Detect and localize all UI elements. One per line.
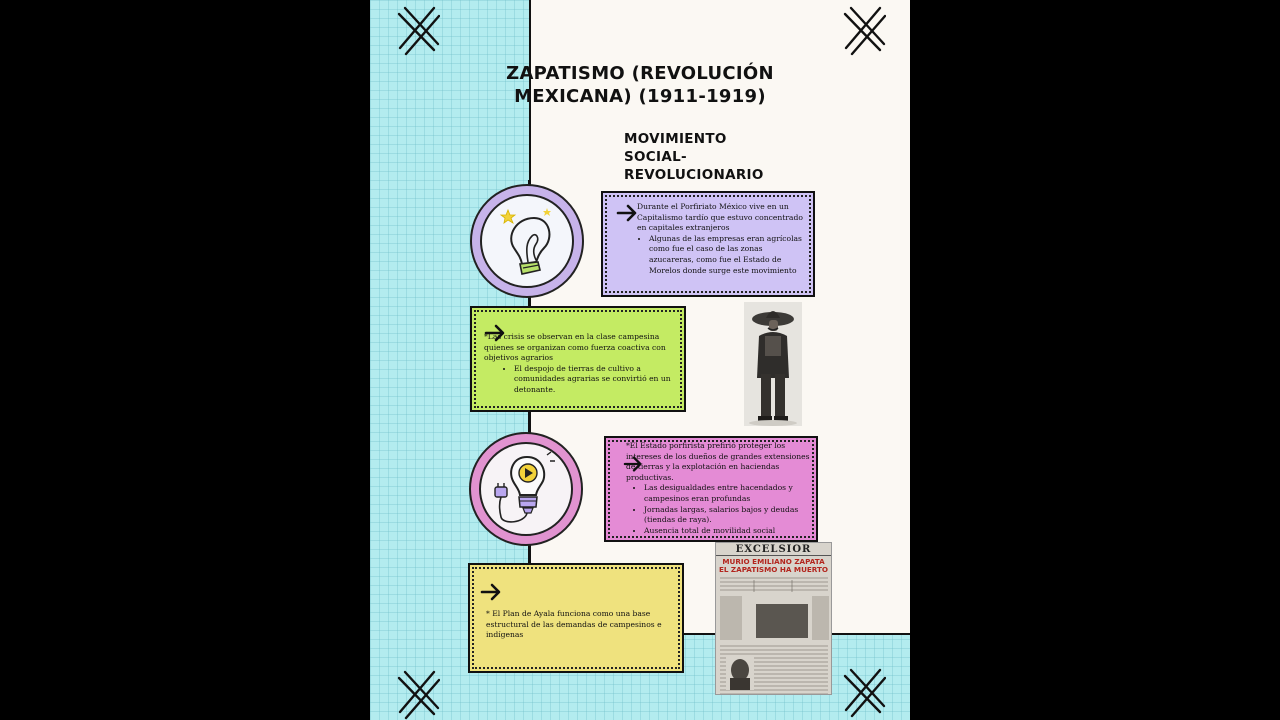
context-box-estado-porfirista <box>604 436 818 542</box>
excelsior-newspaper-photo <box>715 542 832 695</box>
box-lead-text: *Las crisis se observan en la clase campesina quienes se organizan como fuerza coactiva con objetivos agrarios <box>484 332 666 363</box>
page-subtitle: MOVIMIENTO SOCIAL-REVOLUCIONARIO <box>624 131 764 183</box>
newspaper-headline: EL ZAPATISMO HA MUERTO <box>718 565 829 574</box>
lightbulb-icon <box>492 204 562 278</box>
cross-doodle-icon <box>396 668 440 720</box>
cross-doodle-icon <box>842 4 886 56</box>
newspaper-headline: MURIO EMILIANO ZAPATA <box>722 557 825 566</box>
lightbulb-badge <box>470 184 584 298</box>
context-box-plan-de-ayala <box>468 563 684 673</box>
list-item: • Jornadas largas, salarios bajos y deudas (tiendas de raya). <box>644 505 810 526</box>
arrow-right-icon <box>480 581 504 603</box>
infographic-poster <box>370 0 910 720</box>
list-item: Durante el Porfiriato México vive en un Capitalismo tardío que estuvo concentrado en capitales extranjeros <box>637 202 803 233</box>
lightbulb-play-badge <box>469 432 583 546</box>
box-lead-text: *El Estado porfirista prefirió proteger los intereses de los dueños de grandes extensiones de tierras y la explotación en haciendas productivas. <box>626 441 810 482</box>
context-box-campesinos <box>470 306 686 412</box>
lightbulb-play-icon <box>489 451 563 527</box>
cross-doodle-icon <box>396 4 440 56</box>
list-item: • Ausencia total de movilidad social <box>644 526 810 537</box>
arrow-right-icon <box>623 454 645 474</box>
arrow-right-icon <box>616 202 640 224</box>
cross-doodle-icon <box>842 666 886 718</box>
arrow-right-icon <box>484 322 508 344</box>
box-body-text: * El Plan de Ayala funciona como una base estructural de las demandas de campesinos e indígenas <box>486 609 662 640</box>
zapata-portrait-photo <box>744 302 802 426</box>
list-item: • Algunas de las empresas eran agrícolas como fue el caso de las zonas azucareras, como fue el Estado de Morelos donde surge este movimiento <box>649 234 807 276</box>
newspaper-masthead: EXCELSIOR <box>716 544 831 556</box>
list-item: • Las desigualdades entre hacendados y campesinos eran profundas <box>644 483 810 504</box>
page-title: ZAPATISMO (REVOLUCIÓN MEXICANA) (1911-1919) <box>506 63 774 107</box>
list-item: • El despojo de tierras de cultivo a comunidades agrarias se convirtió en un detonante. <box>514 364 676 396</box>
context-box-porfiriato <box>601 191 815 297</box>
